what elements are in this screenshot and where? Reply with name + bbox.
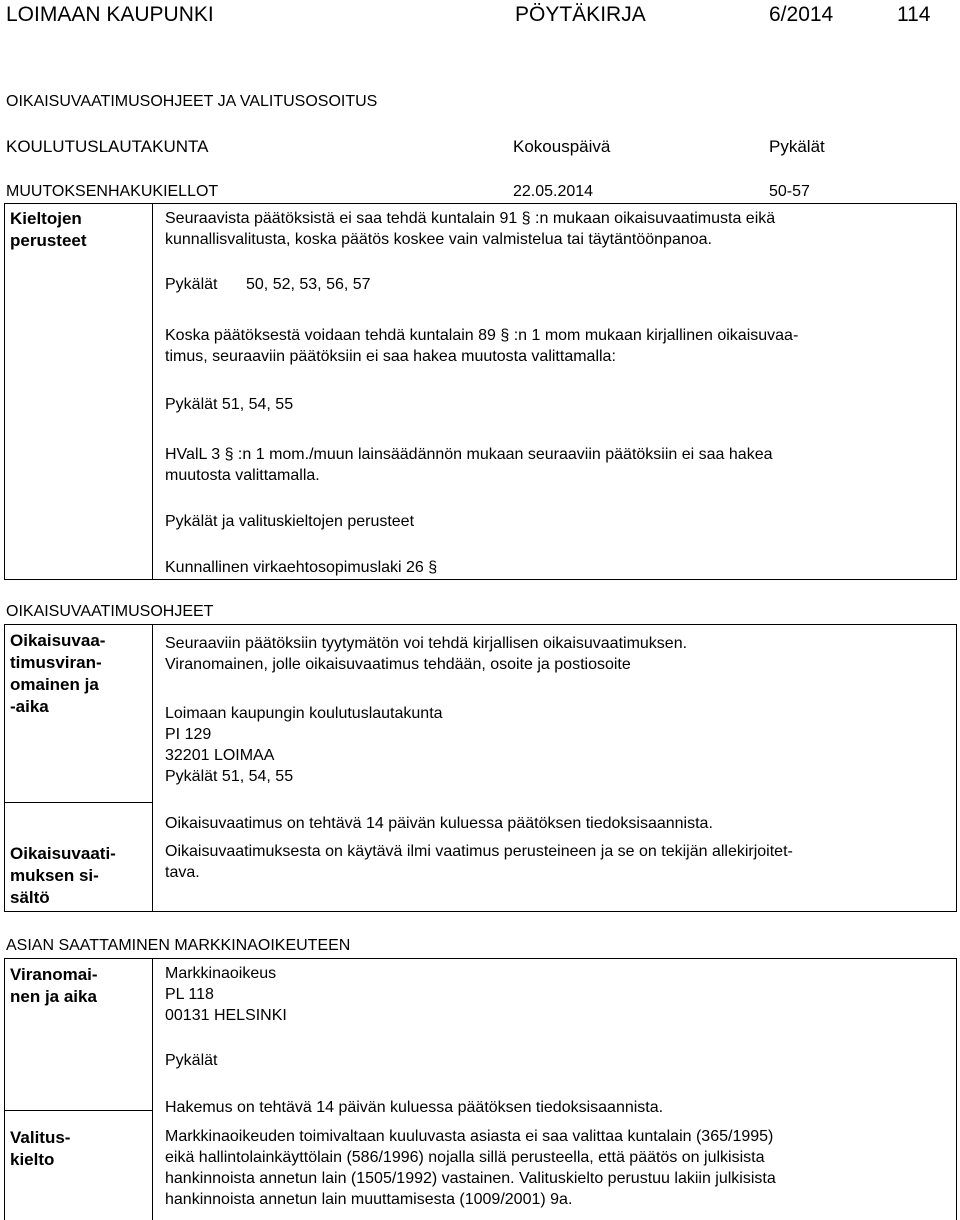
market-authority-label: Viranomai- nen ja aika: [10, 965, 98, 1006]
claim-label-separator: [4, 802, 153, 803]
prohibition-pykalat-3: Pykälät ja valituskieltojen perusteet: [165, 513, 415, 530]
header-doc-type: PÖYTÄKIRJA: [515, 3, 646, 26]
claim-address: Loimaan kaupungin koulutuslautakunta PI 129 32201 LOIMAA Pykälät 51, 54, 55: [165, 705, 443, 785]
header-page-number: 114: [897, 3, 931, 26]
prohibition-pykalat-1-label: Pykälät: [165, 276, 218, 293]
prohibition-text-3: HValL 3 § :n 1 mom./muun lainsäädännön mukaan seuraaviin päätöksiin ei saa hakea muutosta valittamalla.: [165, 446, 773, 484]
prohibition-pykalat-1-values: 50, 52, 53, 56, 57: [246, 276, 371, 293]
prohibition-text-1: Seuraavista päätöksistä ei saa tehdä kuntalain 91 § :n mukaan oikaisuvaatimusta eikä kunnallisvalitusta, koska päätös koskee vain valmistelua tai täytäntöönpanoa.: [165, 210, 776, 248]
market-address: Markkinaoikeus PL 118 00131 HELSINKI: [165, 965, 287, 1024]
market-prohibition-text: Markkinaoikeuden toimivaltaan kuuluvasta asiasta ei saa valittaa kuntalain (365/1995) eikä hallintolainkäyttölain (586/1996) nojalla sillä perusteella, että päätös on julkisista hankinnoista annetun lain (1505/1992) vastainen. Valituskielto perustuu lakiin julkisista hankinnoista annetun lain muuttamisesta (1009/2001) 9a.: [165, 1128, 776, 1208]
claim-content-text: Oikaisuvaatimuksesta on käytävä ilmi vaatimus perusteineen ja se on tekijän allekirjoitet- tava.: [165, 843, 793, 881]
market-prohibition-label: Valitus- kielto: [10, 1128, 71, 1169]
prohibition-pykalat-2: Pykälät 51, 54, 55: [165, 396, 294, 413]
claim-authority-label: Oikaisuvaa- timusviran- omainen ja -aika: [10, 631, 106, 716]
meeting-date-label: Kokouspäivä: [513, 137, 611, 156]
meeting-sections-label: Pykälät: [769, 137, 825, 156]
document-title: OIKAISUVAATIMUSOHJEET JA VALITUSOSOITUS: [6, 93, 378, 110]
market-pykalat: Pykälät: [165, 1052, 218, 1069]
claim-intro: Seuraaviin päätöksiin tyytymätön voi tehdä kirjallisen oikaisuvaatimuksen. Viranomainen, jolle oikaisuvaatimus tehdään, osoite ja postiosoite: [165, 635, 688, 673]
header-issue: 6/2014: [769, 3, 834, 26]
meeting-date: 22.05.2014: [513, 183, 594, 200]
market-label-separator: [4, 1110, 153, 1111]
prohibition-box: [4, 203, 957, 580]
meeting-sections: 50-57: [769, 183, 810, 200]
prohibition-text-4: Kunnallinen virkaehtosopimuslaki 26 §: [165, 559, 438, 576]
market-heading: ASIAN SAATTAMINEN MARKKINAOIKEUTEEN: [6, 937, 351, 954]
header-org: LOIMAAN KAUPUNKI: [6, 3, 214, 26]
prohibition-divider: [152, 203, 153, 580]
claim-divider: [152, 624, 153, 912]
claim-content-label: Oikaisuvaati- muksen si- sältö: [10, 844, 116, 907]
prohibition-label: Kieltojen perusteet: [10, 209, 87, 250]
prohibition-text-2: Koska päätöksestä voidaan tehdä kuntalain 89 § :n 1 mom mukaan kirjallinen oikaisuvaa- timus, seuraaviin päätöksiin ei saa hakea muutosta valittamalla:: [165, 327, 799, 365]
claim-heading: OIKAISUVAATIMUSOHJEET: [6, 603, 214, 620]
prohibition-heading: MUUTOKSENHAKUKIELLOT: [6, 183, 219, 200]
market-divider: [152, 958, 153, 1220]
market-deadline: Hakemus on tehtävä 14 päivän kuluessa päätöksen tiedoksisaannista.: [165, 1099, 664, 1116]
claim-deadline: Oikaisuvaatimus on tehtävä 14 päivän kuluessa päätöksen tiedoksisaannista.: [165, 815, 713, 832]
meeting-body: KOULUTUSLAUTAKUNTA: [6, 137, 209, 156]
